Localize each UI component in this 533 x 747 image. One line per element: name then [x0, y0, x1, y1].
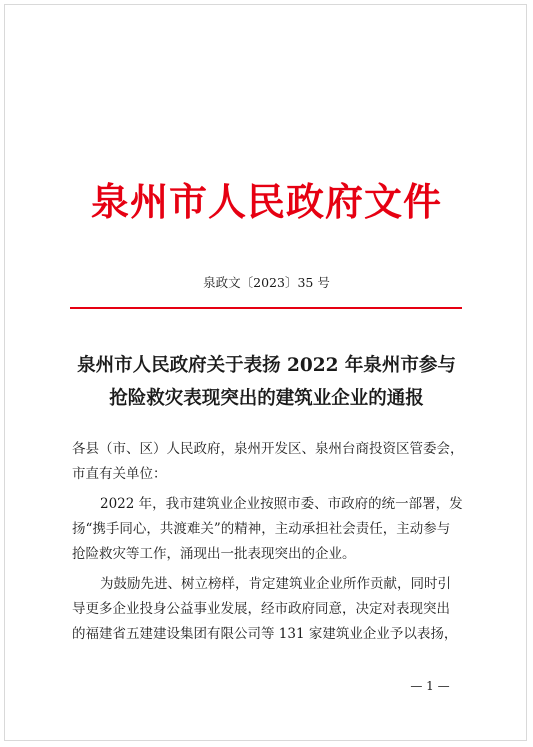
recipients-line: 各县（市、区）人民政府，泉州开发区、泉州台商投资区管委会，	[72, 441, 464, 457]
document-number: 泉政文〔2023〕35 号	[203, 275, 330, 290]
paragraph-line: 为鼓励先进、树立榜样，肯定建筑业企业所作贡献，同时引	[100, 576, 451, 592]
document-header-title: 泉州市人民政府文件	[90, 179, 442, 224]
page-number: — 1 —	[410, 679, 450, 693]
paragraph-line: 抢险救灾等工作，涌现出一批表现突出的企业。	[72, 546, 356, 562]
paragraph-line: 导更多企业投身公益事业发展，经市政府同意，决定对表现突出	[72, 601, 450, 617]
red-divider-rule	[70, 307, 462, 309]
paragraph-line: 2022 年，我市建筑业企业按照市委、市政府的统一部署，发	[100, 496, 463, 512]
notice-title	[40, 349, 493, 415]
notice-title-line: 抢险救灾表现突出的建筑业企业的通报	[109, 388, 424, 409]
recipients-line: 市直有关单位：	[72, 466, 167, 482]
paragraph-line: 扬“携手同心，共渡难关”的精神，主动承担社会责任，主动参与	[72, 521, 451, 537]
notice-title-line: 泉州市人民政府关于表扬 2022 年泉州市参与	[77, 355, 456, 376]
paragraph-line: 的福建省五建建设集团有限公司等 131 家建筑业企业予以表扬，	[72, 626, 458, 642]
